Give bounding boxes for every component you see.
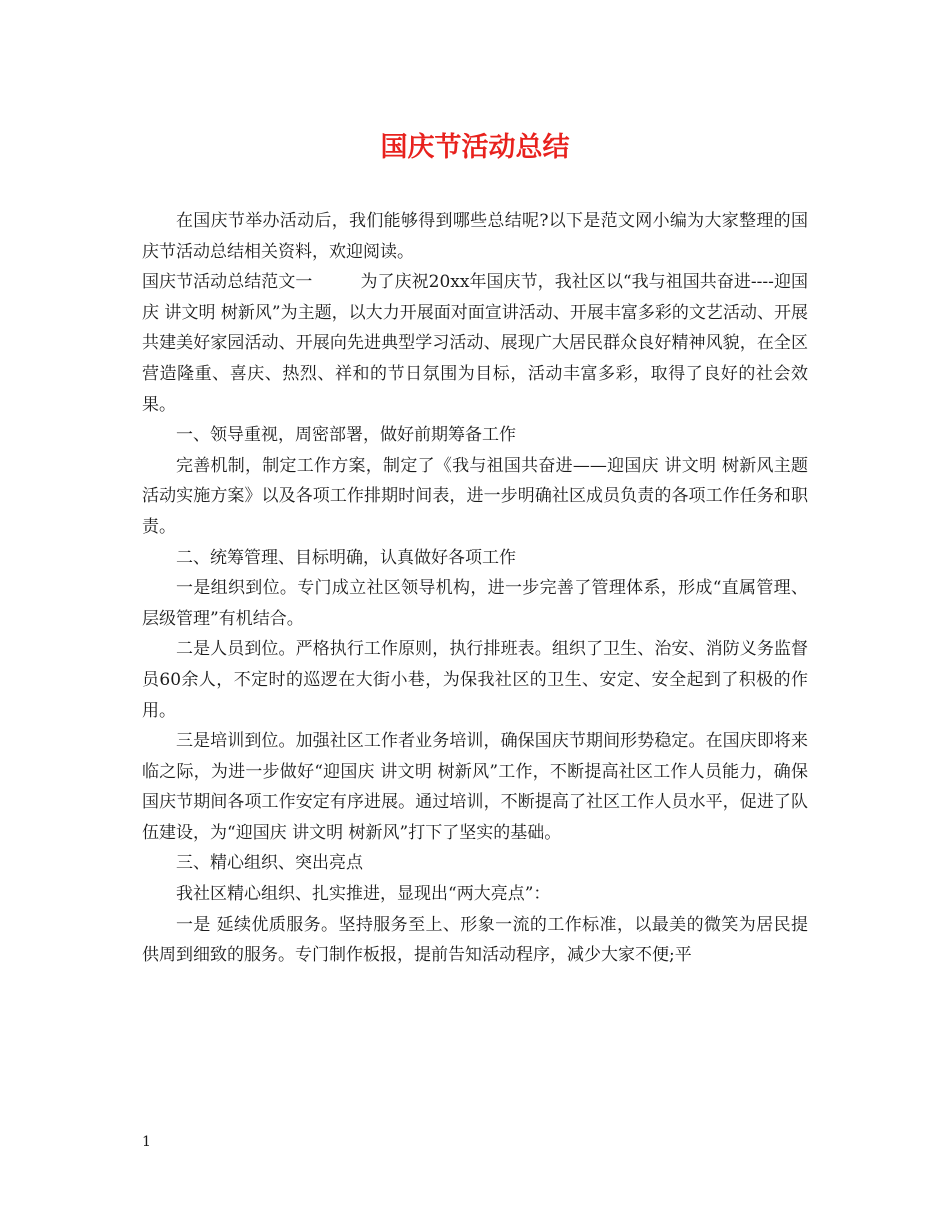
document-title: 国庆节活动总结 (380, 132, 570, 163)
body-paragraph: 我社区精心组织、扎实推进，显现出“两大亮点”： (176, 884, 551, 905)
intro-paragraph: 在国庆节举办活动后，我们能够得到哪些总结呢?以下是范文网小编为大家整理的国庆节活动总结相关资料，欢迎阅读。 (142, 211, 808, 262)
section-heading-2: 二、统筹管理、目标明确，认真做好各项工作 (176, 547, 516, 568)
body-paragraph: 一是 延续优质服务。坚持服务至上、形象一流的工作标准，以最美的微笑为居民提供周到细致的服务。专门制作板报，提前告知活动程序，减少大家不便;平 (142, 914, 808, 966)
page-number: 1 (142, 1134, 151, 1150)
body-paragraph: 三是培训到位。加强社区工作者业务培训，确保国庆节期间形势稳定。在国庆即将来临之际，为进一步做好“迎国庆 讲文明 树新风”工作，不断提高社区工作人员能力，确保国庆节期间各项工作安定有序进展。通过培训，不断提高了社区工作人员水平，促进了队伍建设，为“迎国庆 讲文明 树新风”打下了坚实的基础。 (142, 731, 808, 843)
section-heading-3: 三、精心组织、突出亮点 (176, 853, 363, 874)
sample-text: 为了庆祝20xx年国庆节，我社区以“我与祖国共奋进----迎国庆 讲文明 树新风”为主题，以大力开展面对面宣讲活动、开展丰富多彩的文艺活动、开展共建美好家园活动、开展向先进典型学习活动、展现广大居民群众良好精神风貌，在全区营造隆重、喜庆、热烈、祥和的节日氛围为目标，活动丰富多彩，取得了良好的社会效果。 (142, 272, 808, 415)
sample-paragraph (142, 267, 808, 420)
body-paragraph: 完善机制，制定工作方案，制定了《我与祖国共奋进——迎国庆 讲文明 树新风主题活动实施方案》以及各项工作排期时间表，进一步明确社区成员负责的各项工作任务和职责。 (142, 455, 808, 537)
sample-label: 国庆节活动总结范文一 (142, 272, 313, 293)
section-heading-1: 一、领导重视，周密部署，做好前期筹备工作 (176, 425, 516, 446)
document-body (142, 206, 808, 971)
body-paragraph: 二是人员到位。严格执行工作原则，执行排班表。组织了卫生、治安、消防义务监督员60余人，不定时的巡逻在大街小巷，为保我社区的卫生、安定、安全起到了积极的作用。 (142, 639, 808, 721)
body-paragraph: 一是组织到位。专门成立社区领导机构，进一步完善了管理体系，形成“直属管理、层级管理”有机结合。 (142, 578, 808, 629)
